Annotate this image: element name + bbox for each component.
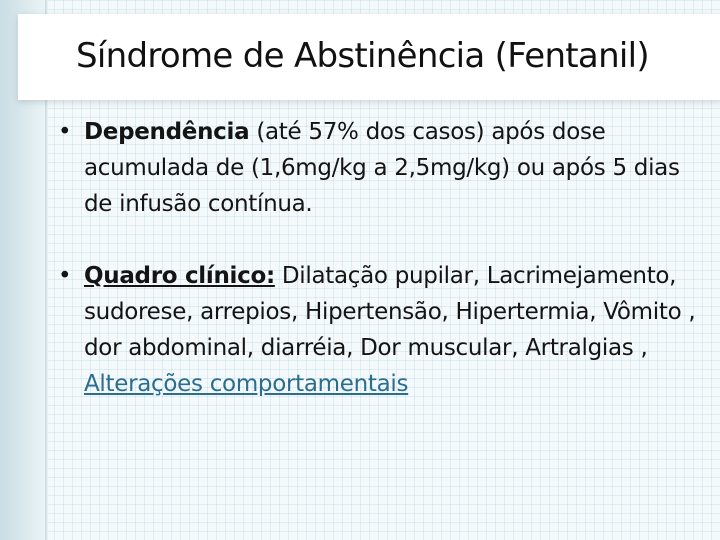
bullet-item-dependencia bbox=[56, 114, 710, 222]
bullet-label-quadro-clinico: Quadro clínico: bbox=[84, 263, 275, 289]
bullet-icon: • bbox=[58, 119, 72, 145]
slide-content bbox=[56, 114, 710, 402]
bullet-text-quadro-clinico: Dilatação pupilar, Lacrimejamento, sudorese, arrepios, Hipertensão, Hipertermia, Vômito , dor abdominal, diarréia, Dor muscular, Artralgias , bbox=[84, 263, 696, 361]
slide-title: Síndrome de Abstinência (Fentanil) bbox=[76, 36, 649, 76]
bullet-label-dependencia: Dependência bbox=[84, 119, 250, 145]
bullet-item-quadro-clinico bbox=[56, 258, 710, 402]
bullet-icon: • bbox=[58, 263, 72, 289]
alteracoes-comportamentais-link[interactable]: Alterações comportamentais bbox=[84, 371, 409, 397]
bullet-text-dependencia: (até 57% dos casos) após dose acumulada de (1,6mg/kg a 2,5mg/kg) ou após 5 dias de infusão contínua. bbox=[84, 119, 680, 217]
